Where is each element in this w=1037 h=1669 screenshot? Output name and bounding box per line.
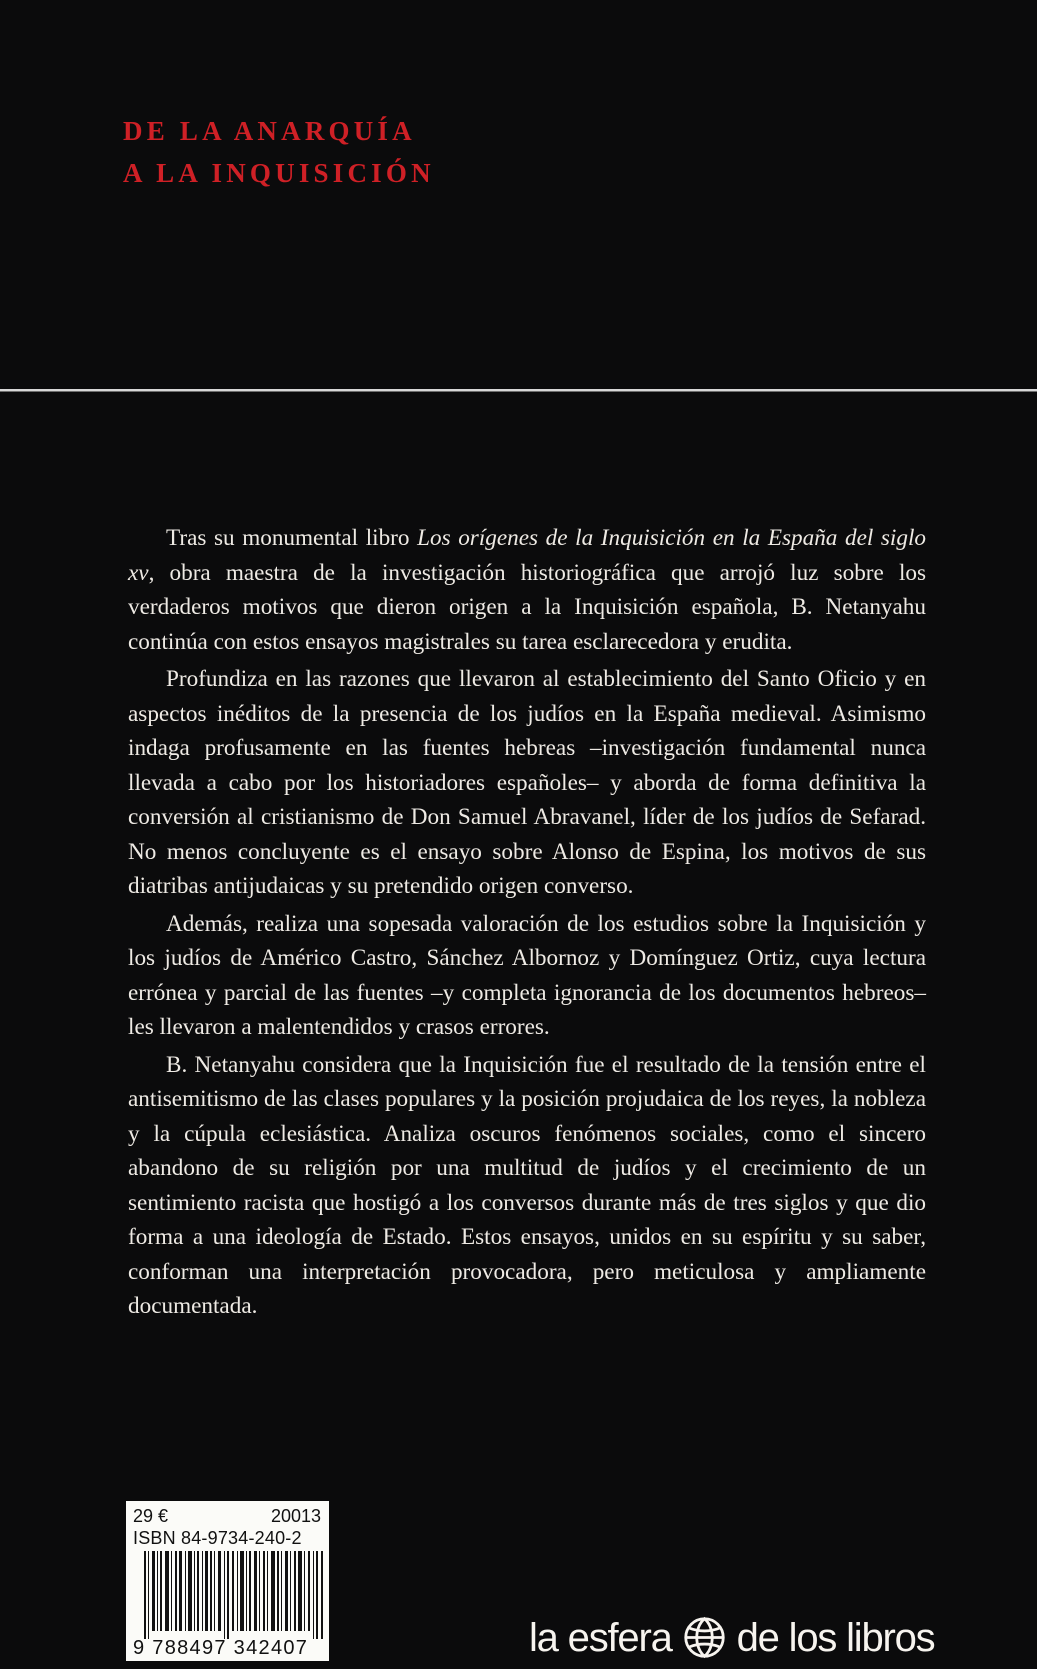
description-paragraph-2: Profundiza en las razones que llevaron al establecimiento del Santo Oficio y en aspectos inéditos de la presencia de los judíos en la España medieval. Asimismo indaga profusamente en las fuentes hebreas –investigación fundamental nunca llevada a cabo por los historiadores españoles– y aborda de forma definitiva la conversión al cristianismo de Don Samuel Abravanel, líder de los judíos de Sefarad. No menos concluyente es el ensayo sobre Alonso de Espina, los motivos de sus diatribas antijudaicas y su pretendido origen converso. [128,666,926,899]
book-title [123,110,435,194]
description-paragraph-1 [128,521,926,659]
price-text: 29 € [133,1506,169,1526]
paragraph-1-rest: , obra maestra de la investigación historiográfica que arrojó luz sobre los verdaderos motivos que dieron origen a la Inquisición española, B. Netanyahu continúa con estos ensayos magistrales su tarea esclarecedora y erudita. [128,559,926,655]
paragraph-1-intro: Tras su monumental libro [166,525,418,551]
book-title-line-2: A LA INQUISICIÓN [123,158,435,189]
section-divider [0,389,1037,391]
globe-icon [682,1615,727,1660]
isbn-price-label [126,1501,329,1661]
publisher-logo [529,1616,934,1660]
publisher-name-first: la esfera [529,1616,672,1660]
publisher-name-second: de los libros [736,1616,935,1660]
description-paragraph-4: B. Netanyahu considera que la Inquisición fue el resultado de la tensión entre el antisemitismo de las clases populares y la posición projudaica de los reyes, la nobleza y la cúpula eclesiástica. Analiza oscuros fenómenos sociales, como el sincero abandono de su religión por una multitud de judíos y el crecimiento de un sentimiento racista que hostigó a los conversos durante más de tres siglos y que dio forma a una ideología de Estado. Estos ensayos, unidos en su espíritu y su saber, conforman una interpretación provocadora, pero meticulosa y ampliamente documentada. [128,1051,926,1319]
barcode-image [144,1551,323,1639]
previous-book-title: Los orígenes de la Inquisición en la España del siglo xv [128,525,927,586]
description-paragraph-3: Además, realiza una sopesada valoración de los estudios sobre la Inquisición y los judíos de Américo Castro, Sánchez Albornoz y Domínguez Ortiz, cuya lectura errónea y parcial de las fuentes –y completa ignorancia de los documentos hebreos– les llevaron a malentendidos y crasos errores. [128,910,926,1040]
product-code: 20013 [270,1506,321,1526]
book-title-line-1: DE LA ANARQUÍA [123,116,416,147]
barcode-number: 9 788497 342407 [133,1637,309,1659]
book-description [128,521,926,1324]
price-row [133,1506,321,1526]
isbn-text: ISBN 84-9734-240-2 [133,1528,302,1548]
